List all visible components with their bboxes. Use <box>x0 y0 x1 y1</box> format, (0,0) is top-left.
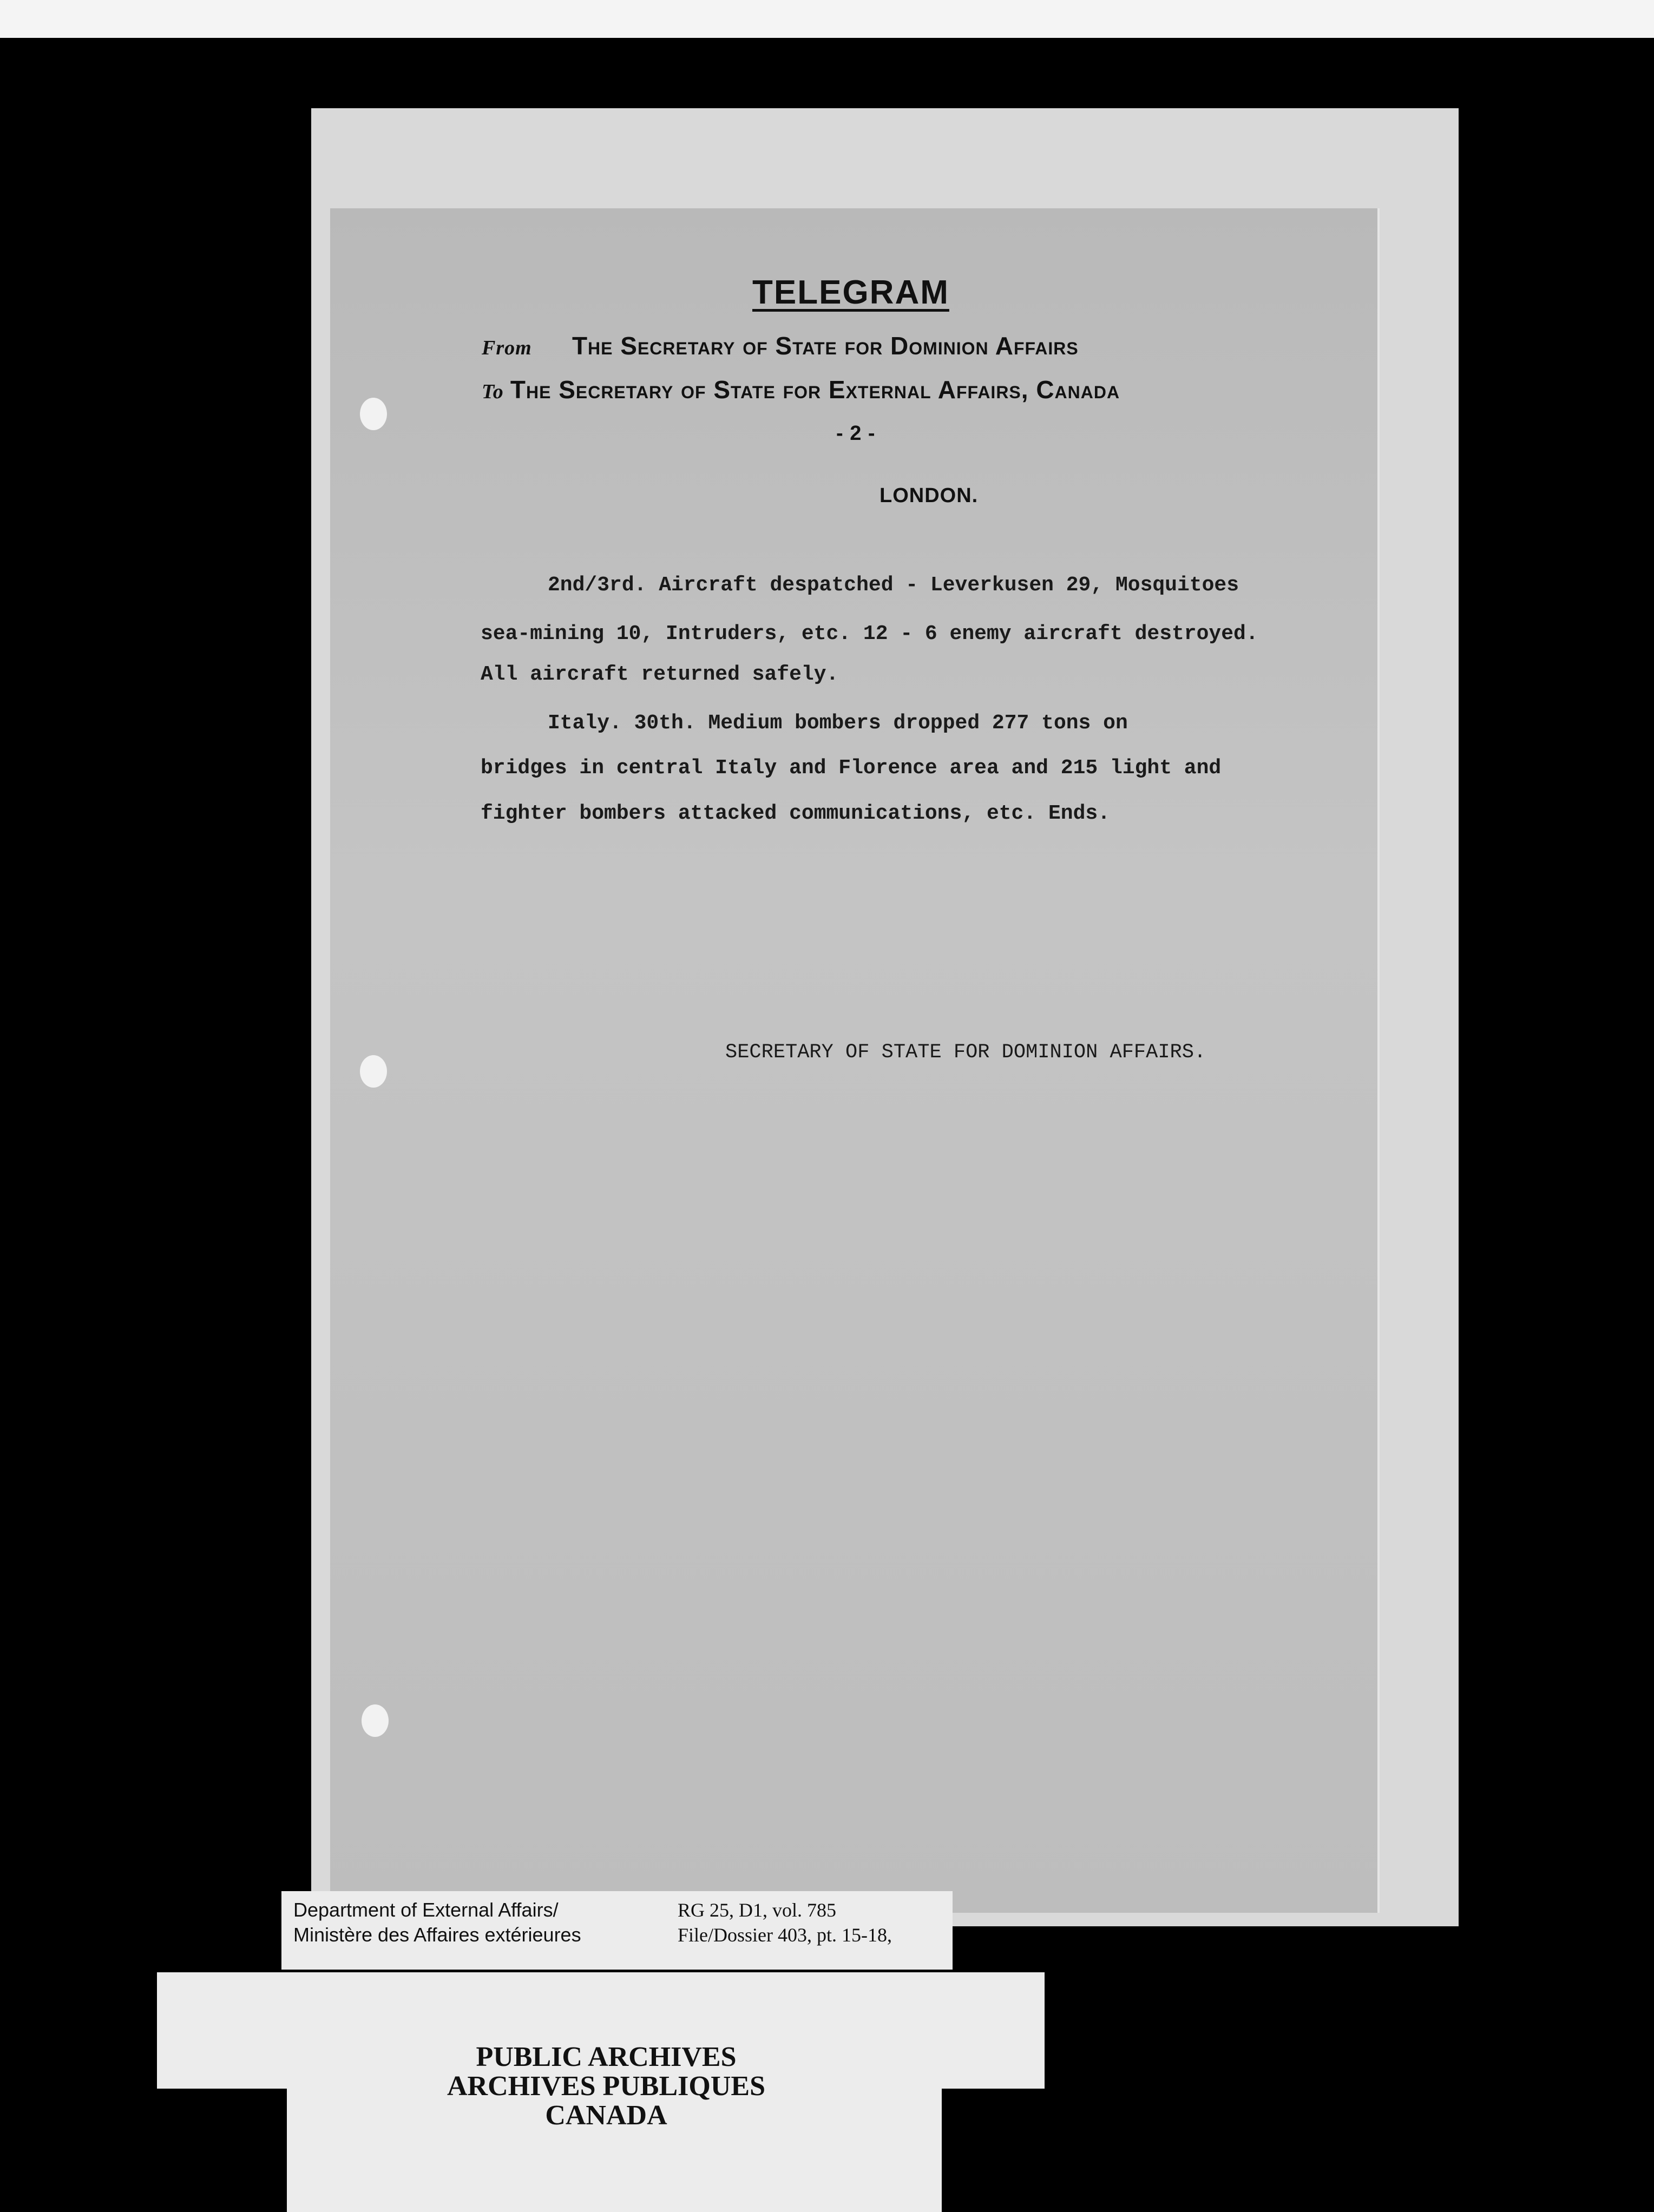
to-line <box>482 375 1120 404</box>
public-archives-stamp <box>357 2043 855 2130</box>
telegram-heading: TELEGRAM <box>752 274 949 311</box>
from-value: The Secretary of State for Dominion Affairs <box>572 332 1079 360</box>
punch-hole-middle <box>360 1055 387 1088</box>
from-label: From <box>482 337 532 359</box>
body-line-3: All aircraft returned safely. <box>481 663 839 686</box>
dept-fr: Ministère des Affaires extérieures <box>293 1924 581 1946</box>
page-number: - 2 - <box>836 422 876 445</box>
archive-reference-label <box>281 1891 953 1970</box>
punch-hole-top <box>360 398 387 430</box>
body-line-6: fighter bombers attacked communications, etc. Ends. <box>481 802 1110 825</box>
body-line-2: sea-mining 10, Intruders, etc. 12 - 6 enemy aircraft destroyed. <box>481 622 1258 646</box>
body-line-5: bridges in central Italy and Florence area and 215 light and <box>481 756 1222 780</box>
body-line-1: 2nd/3rd. Aircraft despatched - Leverkusen 29, Mosquitoes <box>548 574 1239 597</box>
stamp-line-2: ARCHIVES PUBLIQUES <box>447 2071 766 2102</box>
reference-file: File/Dossier 403, pt. 15-18, <box>678 1924 892 1946</box>
from-line <box>482 331 1079 360</box>
punch-hole-bottom <box>362 1704 389 1737</box>
to-label: To <box>482 380 504 403</box>
stamp-line-3: CANADA <box>545 2100 667 2131</box>
reference-rg: RG 25, D1, vol. 785 <box>678 1899 837 1921</box>
body-line-4: Italy. 30th. Medium bombers dropped 277 tons on <box>548 712 1128 735</box>
dept-en: Department of External Affairs/ <box>293 1899 559 1921</box>
to-value: The Secretary of State for External Affairs, Canada <box>510 376 1120 404</box>
stamp-line-1: PUBLIC ARCHIVES <box>476 2042 737 2072</box>
signature: SECRETARY OF STATE FOR DOMINION AFFAIRS. <box>725 1041 1206 1064</box>
place-london: LONDON. <box>879 484 979 507</box>
top-margin-strip <box>0 0 1654 38</box>
